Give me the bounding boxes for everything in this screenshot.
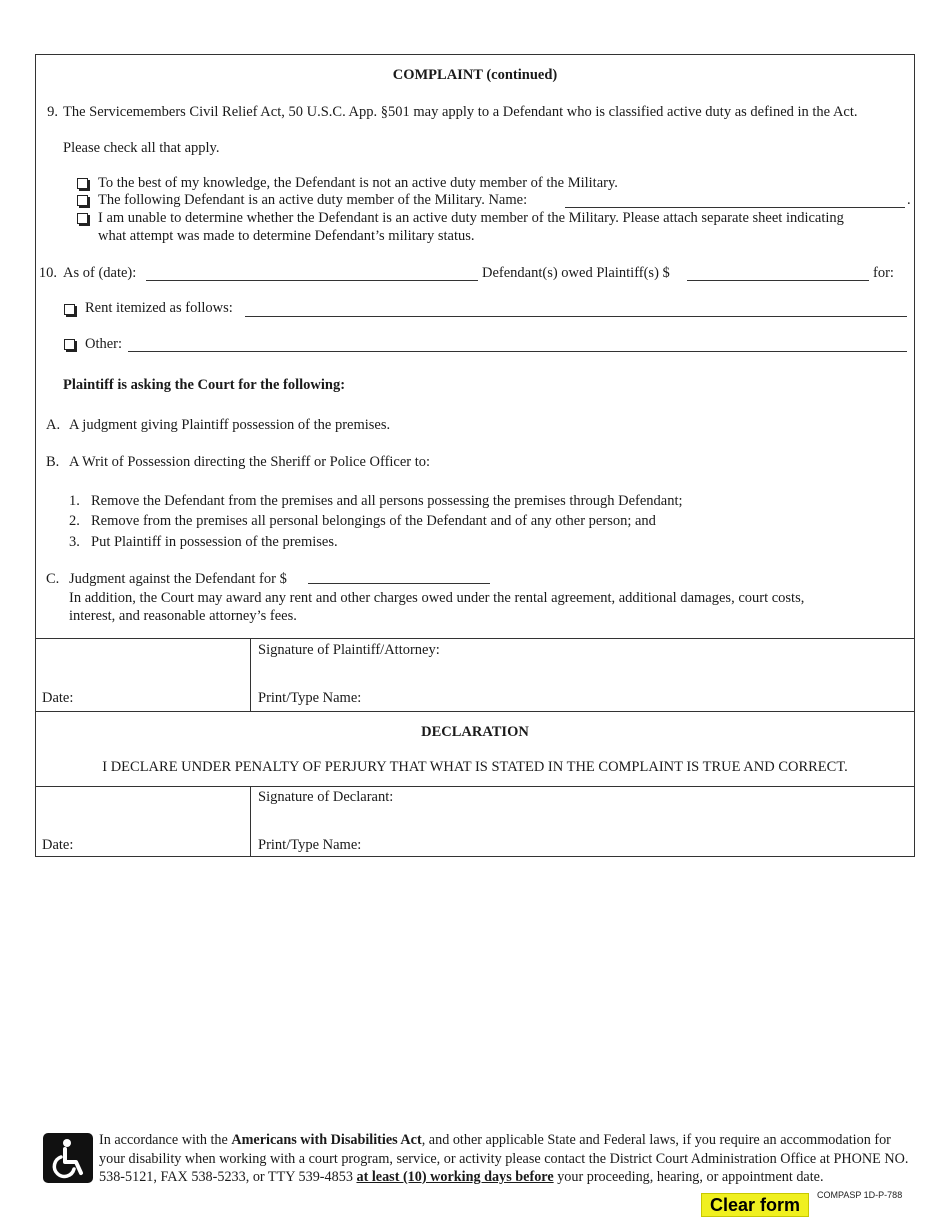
item-10-number: 10. [38,265,57,281]
item-9-text: The Servicemembers Civil Relief Act, 50 U.S.C. App. §501 may apply to a Defendant who is classified active duty as defined in the Act. [63,104,858,120]
owed-label: Defendant(s) owed Plaintiff(s) $ [482,265,670,281]
item-a-text: A judgment giving Plaintiff possession of the premises. [69,417,391,433]
option-unable-to-determine: I am unable to determine whether the Defendant is an active duty member of the Military. Please attach separate sheet indicating [98,210,844,226]
divider [35,711,915,712]
item-c-text: Judgment against the Defendant for $ [69,571,287,587]
for-label: for: [873,265,894,281]
plaintiff-signature-label: Signature of Plaintiff/Attorney: [258,642,440,658]
plaintiff-date-label: Date: [42,690,74,706]
item-b-sub-2-num: 2. [69,513,80,529]
item-c-line-2: In addition, the Court may award any rent and other charges owed under the rental agreement, additional damages, court costs, [69,590,805,606]
item-c-letter: C. [46,571,60,587]
divider [35,638,915,639]
wheelchair-icon [43,1133,93,1183]
ada-act-name: Americans with Disabilities Act [231,1132,422,1148]
checkbox-not-active-duty[interactable] [77,178,88,189]
plaintiff-print-name-label: Print/Type Name: [258,690,362,706]
owed-amount-field[interactable] [687,280,869,281]
checkbox-other[interactable] [64,339,75,350]
item-b-sub-3: Put Plaintiff in possession of the premises. [91,534,338,550]
item-b-letter: B. [46,454,60,470]
other-label: Other: [85,336,123,352]
ada-deadline: at least (10) working days before [356,1169,554,1185]
checkbox-rent[interactable] [64,304,75,315]
asking-heading: Plaintiff is asking the Court for the following: [63,377,346,393]
divider [250,786,251,857]
item-b-text: A Writ of Possession directing the Sheriff or Police Officer to: [69,454,431,470]
item-9-instruction: Please check all that apply. [63,140,220,156]
item-9-number: 9. [47,104,58,120]
checkbox-active-duty[interactable] [77,195,88,206]
item-a-letter: A. [46,417,61,433]
as-of-date-field[interactable] [146,280,478,281]
declarant-date-label: Date: [42,837,74,853]
ada-text-part: In accordance with the [99,1132,232,1148]
clear-form-button[interactable]: Clear form [701,1193,809,1217]
item-b-sub-1-num: 1. [69,493,80,509]
form-title: COMPLAINT (continued) [392,67,558,83]
option-not-active-duty: To the best of my knowledge, the Defendant is not an active duty member of the Military. [98,175,618,191]
divider [250,638,251,711]
rent-field[interactable] [245,316,907,317]
item-b-sub-3-num: 3. [69,534,80,550]
ada-text-part: your proceeding, hearing, or appointment date. [553,1169,824,1185]
judgment-amount-field[interactable] [308,583,490,584]
form-code: COMPASP 1D-P-788 [817,1190,903,1200]
other-field[interactable] [128,351,907,352]
declaration-text: I DECLARE UNDER PENALTY OF PERJURY THAT WHAT IS STATED IN THE COMPLAINT IS TRUE AND CORRECT. [102,759,848,775]
ada-text-part: , and other applicable State and Federal laws, if you require an accommodation for your disability when working with a court program, service, or activity please contact the District Court Administration Office at PHONE NO. 538-5121, FAX 538-5233, or TTY 539-4853 [99,1132,909,1185]
rent-label: Rent itemized as follows: [85,300,233,316]
option-unable-continued: what attempt was made to determine Defendant’s military status. [98,228,475,244]
checkbox-unable-to-determine[interactable] [77,213,88,224]
item-c-line-3: interest, and reasonable attorney’s fees. [69,608,297,624]
option-active-duty: The following Defendant is an active duty member of the Military. Name: [98,192,528,208]
ada-notice [99,1131,914,1187]
name-line-end: . [907,192,911,208]
divider [35,786,915,787]
declaration-title: DECLARATION [421,724,529,740]
declarant-print-name-label: Print/Type Name: [258,837,362,853]
declarant-signature-label: Signature of Declarant: [258,789,394,805]
as-of-date-label: As of (date): [63,265,137,281]
item-b-sub-2: Remove from the premises all personal belongings of the Defendant and of any other person; and [91,513,656,529]
active-duty-name-field[interactable] [565,207,905,208]
item-b-sub-1: Remove the Defendant from the premises and all persons possessing the premises through Defendant; [91,493,683,509]
